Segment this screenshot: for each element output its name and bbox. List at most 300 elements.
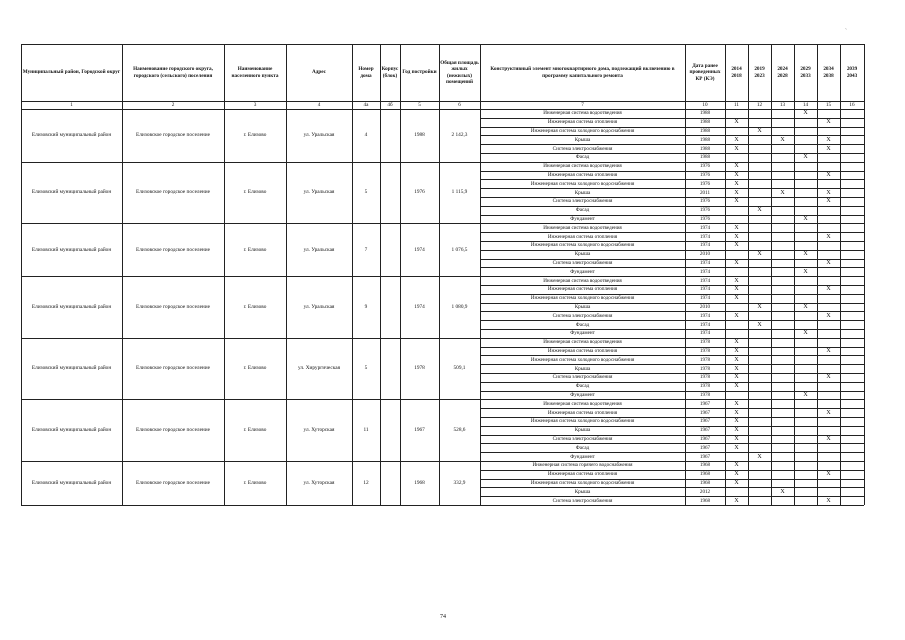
period-mark: X xyxy=(803,330,808,337)
header-previous-repair: Дата ранее проведенных КР (КЭ) xyxy=(689,63,721,82)
previous-repair-cell: 1988 xyxy=(699,110,711,117)
previous-repair-cell: 2010 xyxy=(699,251,711,258)
period-mark: X xyxy=(826,145,831,152)
period-mark: X xyxy=(734,312,739,319)
element-cell: Инженерная система отопления xyxy=(547,471,618,478)
period-mark: X xyxy=(780,189,785,196)
header-settlement: Наименование городского округа, городского (сельского) поселения xyxy=(133,66,213,79)
previous-repair-cell: 1967 xyxy=(699,435,711,442)
previous-repair-cell: 1968 xyxy=(699,479,711,486)
element-cell: Инженерная система горячего водоснабжения xyxy=(532,462,633,469)
grid-line xyxy=(480,135,864,136)
element-cell: Инженерная система водоотведения xyxy=(543,110,622,117)
column-number: 10 xyxy=(702,102,708,108)
grid-line xyxy=(480,303,864,304)
town-cell: г. Елизово xyxy=(243,479,267,486)
previous-repair-cell: 1967 xyxy=(699,418,711,425)
grid-line xyxy=(480,417,864,418)
element-cell: Инженерная система водоотведения xyxy=(543,400,622,407)
period-mark: X xyxy=(757,207,762,214)
grid-line xyxy=(480,153,864,154)
grid-line xyxy=(480,470,864,471)
period-mark: X xyxy=(734,198,739,205)
grid-line xyxy=(21,109,864,110)
previous-repair-cell: 1978 xyxy=(699,356,711,363)
element-cell: Система электроснабжения xyxy=(552,312,613,319)
town-cell: г. Елизово xyxy=(243,303,267,310)
period-mark: X xyxy=(734,418,739,425)
element-cell: Инженерная система холодного водоснабжения xyxy=(530,479,635,486)
element-cell: Фундамент xyxy=(570,330,595,337)
period-mark: X xyxy=(826,136,831,143)
year-built-cell: 1968 xyxy=(414,479,425,486)
previous-repair-cell: 1974 xyxy=(699,268,711,275)
element-cell: Фасад xyxy=(575,207,590,214)
element-cell: Система электроснабжения xyxy=(552,435,613,442)
header-house-number: Номер дома xyxy=(358,66,374,79)
grid-line xyxy=(480,443,864,444)
period-mark: X xyxy=(803,154,808,161)
period-mark: X xyxy=(734,383,739,390)
element-cell: Фасад xyxy=(575,444,590,451)
element-cell: Инженерная система холодного водоснабжения xyxy=(530,180,635,187)
street-cell: ул. Уральская xyxy=(303,132,335,139)
grid-line xyxy=(480,171,864,172)
previous-repair-cell: 2010 xyxy=(699,303,711,310)
street-cell: ул. Хуторская xyxy=(303,427,335,434)
element-cell: Фасад xyxy=(575,321,590,328)
period-mark: X xyxy=(734,119,739,126)
previous-repair-cell: 1978 xyxy=(699,339,711,346)
column-number: 7 xyxy=(581,102,584,108)
grid-line xyxy=(21,44,864,45)
previous-repair-cell: 1974 xyxy=(699,312,711,319)
header-period-3: 2024 2028 xyxy=(777,66,788,79)
previous-repair-cell: 1976 xyxy=(699,180,711,187)
period-mark: X xyxy=(803,303,808,310)
period-mark: X xyxy=(826,497,831,504)
previous-repair-cell: 1974 xyxy=(699,242,711,249)
period-mark: X xyxy=(826,435,831,442)
previous-repair-cell: 1967 xyxy=(699,409,711,416)
grid-line xyxy=(480,259,864,260)
previous-repair-cell: 1988 xyxy=(699,136,711,143)
period-mark: X xyxy=(803,215,808,222)
element-cell: Инженерная система отопления xyxy=(547,233,618,240)
element-cell: Система электроснабжения xyxy=(552,198,613,205)
grid-line xyxy=(685,44,686,505)
district-cell: Елизовский муниципальный район xyxy=(31,189,112,196)
area-cell: 1 115,9 xyxy=(451,189,468,196)
grid-line xyxy=(21,276,864,277)
corner-mark: ˎ xyxy=(845,24,847,30)
settlement-cell: Елизовское городское поселение xyxy=(136,365,210,372)
column-number: 16 xyxy=(849,102,855,108)
header-period-1: 2014 2018 xyxy=(731,66,742,79)
town-cell: г. Елизово xyxy=(243,365,267,372)
house-number-cell: 9 xyxy=(364,303,368,310)
header-area: Общая площадь жилых (нежилых) помещений xyxy=(440,60,479,85)
period-mark: X xyxy=(757,453,762,460)
period-mark: X xyxy=(734,444,739,451)
previous-repair-cell: 1976 xyxy=(699,207,711,214)
street-cell: ул. Хуторская xyxy=(303,479,335,486)
period-mark: X xyxy=(734,295,739,302)
grid-line xyxy=(480,479,864,480)
house-number-cell: 12 xyxy=(363,479,369,486)
grid-line xyxy=(480,452,864,453)
grid-line xyxy=(480,206,864,207)
period-mark: X xyxy=(803,268,808,275)
previous-repair-cell: 1967 xyxy=(699,400,711,407)
year-built-cell: 1974 xyxy=(414,303,425,310)
period-mark: X xyxy=(757,303,762,310)
street-cell: ул. Уральская xyxy=(303,303,335,310)
previous-repair-cell: 1974 xyxy=(699,295,711,302)
element-cell: Фундамент xyxy=(570,215,595,222)
street-cell: ул. Уральская xyxy=(303,189,335,196)
house-number-cell: 4 xyxy=(364,132,368,139)
grid-line xyxy=(480,311,864,312)
header-town: Наименование населенного пункта xyxy=(231,66,279,79)
period-mark: X xyxy=(734,180,739,187)
period-mark: X xyxy=(734,224,739,231)
period-mark: X xyxy=(734,233,739,240)
element-cell: Инженерная система водоотведения xyxy=(543,339,622,346)
settlement-cell: Елизовское городское поселение xyxy=(136,246,210,253)
previous-repair-cell: 1974 xyxy=(699,330,711,337)
period-mark: X xyxy=(734,163,739,170)
grid-line xyxy=(439,44,440,505)
previous-repair-cell: 1968 xyxy=(699,462,711,469)
settlement-cell: Елизовское городское поселение xyxy=(136,427,210,434)
period-mark: X xyxy=(826,259,831,266)
settlement-cell: Елизовское городское поселение xyxy=(136,189,210,196)
period-mark: X xyxy=(826,171,831,178)
grid-line xyxy=(480,197,864,198)
previous-repair-cell: 1988 xyxy=(699,119,711,126)
grid-line xyxy=(21,101,864,102)
column-number: 15 xyxy=(825,102,832,108)
district-cell: Елизовский муниципальный район xyxy=(31,303,112,310)
house-number-cell: 5 xyxy=(364,365,368,372)
previous-repair-cell: 1976 xyxy=(699,163,711,170)
grid-line xyxy=(794,44,795,505)
column-number: 1 xyxy=(70,102,73,108)
element-cell: Фундамент xyxy=(570,268,595,275)
grid-line xyxy=(480,215,864,216)
year-built-cell: 1967 xyxy=(414,427,425,434)
element-cell: Крыша xyxy=(574,365,591,372)
previous-repair-cell: 1968 xyxy=(699,471,711,478)
grid-line xyxy=(480,355,864,356)
header-year-built: Год постройки xyxy=(402,69,437,76)
element-cell: Крыша xyxy=(574,251,591,258)
column-number: 5 xyxy=(418,102,421,108)
previous-repair-cell: 1968 xyxy=(699,497,711,504)
settlement-cell: Елизовское городское поселение xyxy=(136,479,210,486)
header-element: Конструктивный элемент многоквартирного дома, подлежащий включению в программу капитального ремонта xyxy=(490,66,675,79)
header-period-2: 2019 2023 xyxy=(754,66,765,79)
district-cell: Елизовский муниципальный район xyxy=(31,427,112,434)
element-cell: Инженерная система отопления xyxy=(547,119,618,126)
register-table xyxy=(21,44,864,540)
grid-line xyxy=(380,44,381,505)
previous-repair-cell: 1988 xyxy=(699,127,711,134)
grid-line xyxy=(480,294,864,295)
grid-line xyxy=(480,44,481,505)
column-number: 6 xyxy=(458,102,461,108)
area-cell: 332,9 xyxy=(453,479,466,486)
grid-line xyxy=(480,188,864,189)
grid-line xyxy=(400,44,401,505)
period-mark: X xyxy=(826,233,831,240)
header-period-5: 2034 2038 xyxy=(823,66,834,79)
grid-line xyxy=(21,162,864,163)
period-mark: X xyxy=(734,286,739,293)
period-mark: X xyxy=(734,259,739,266)
grid-line xyxy=(725,44,726,505)
period-mark: X xyxy=(734,497,739,504)
element-cell: Система электроснабжения xyxy=(552,259,613,266)
previous-repair-cell: 1988 xyxy=(699,145,711,152)
period-mark: X xyxy=(803,110,808,117)
area-cell: 1 076,5 xyxy=(451,246,468,253)
column-number: 14 xyxy=(802,102,809,108)
year-built-cell: 1978 xyxy=(414,365,425,372)
grid-line xyxy=(748,44,749,505)
grid-line xyxy=(480,364,864,365)
previous-repair-cell: 1978 xyxy=(699,347,711,354)
period-mark: X xyxy=(734,136,739,143)
element-cell: Крыша xyxy=(574,427,591,434)
period-mark: X xyxy=(826,119,831,126)
grid-line xyxy=(480,118,864,119)
element-cell: Фасад xyxy=(575,383,590,390)
previous-repair-cell: 1974 xyxy=(699,233,711,240)
previous-repair-cell: 1974 xyxy=(699,259,711,266)
period-mark: X xyxy=(734,171,739,178)
period-mark: X xyxy=(780,136,785,143)
element-cell: Инженерная система холодного водоснабжения xyxy=(530,418,635,425)
element-cell: Фундамент xyxy=(570,391,595,398)
period-mark: X xyxy=(734,145,739,152)
grid-line xyxy=(480,179,864,180)
grid-line xyxy=(480,232,864,233)
previous-repair-cell: 1978 xyxy=(699,391,711,398)
element-cell: Инженерная система водоотведения xyxy=(543,277,622,284)
element-cell: Инженерная система отопления xyxy=(547,286,618,293)
period-mark: X xyxy=(826,286,831,293)
element-cell: Инженерная система водоотведения xyxy=(543,163,622,170)
town-cell: г. Елизово xyxy=(243,189,267,196)
district-cell: Елизовский муниципальный район xyxy=(31,365,112,372)
table-header xyxy=(21,44,864,109)
district-cell: Елизовский муниципальный район xyxy=(31,246,112,253)
element-cell: Крыша xyxy=(574,488,591,495)
period-mark: X xyxy=(734,462,739,469)
period-mark: X xyxy=(734,471,739,478)
period-mark: X xyxy=(826,198,831,205)
column-number: 3 xyxy=(253,102,257,108)
grid-line xyxy=(480,382,864,383)
grid-line xyxy=(21,338,864,339)
period-mark: X xyxy=(734,400,739,407)
element-cell: Инженерная система холодного водоснабжения xyxy=(530,356,635,363)
previous-repair-cell: 2011 xyxy=(700,189,710,196)
grid-line xyxy=(480,127,864,128)
element-cell: Крыша xyxy=(574,136,591,143)
area-cell: 1 080,9 xyxy=(451,303,468,310)
previous-repair-cell: 1988 xyxy=(699,154,711,161)
header-block: Корпус (блок) xyxy=(381,66,399,79)
year-built-cell: 1974 xyxy=(414,246,425,253)
period-mark: X xyxy=(826,471,831,478)
period-mark: X xyxy=(734,242,739,249)
area-cell: 2 142,3 xyxy=(451,132,468,139)
period-mark: X xyxy=(826,347,831,354)
period-mark: X xyxy=(826,312,831,319)
period-mark: X xyxy=(803,251,808,258)
area-cell: 528,6 xyxy=(453,427,466,434)
grid-line xyxy=(480,250,864,251)
grid-line xyxy=(480,144,864,145)
element-cell: Фундамент xyxy=(570,453,595,460)
grid-line xyxy=(480,267,864,268)
period-mark: X xyxy=(734,189,739,196)
period-mark: X xyxy=(757,251,762,258)
period-mark: X xyxy=(826,374,831,381)
previous-repair-cell: 1967 xyxy=(699,444,711,451)
grid-line xyxy=(480,320,864,321)
district-cell: Елизовский муниципальный район xyxy=(31,479,112,486)
previous-repair-cell: 1976 xyxy=(699,171,711,178)
element-cell: Инженерная система отопления xyxy=(547,409,618,416)
settlement-cell: Елизовское городское поселение xyxy=(136,303,210,310)
grid-line xyxy=(21,461,864,462)
previous-repair-cell: 1967 xyxy=(699,427,711,434)
previous-repair-cell: 1978 xyxy=(699,383,711,390)
grid-line xyxy=(864,44,865,505)
header-period-4: 2029 2033 xyxy=(800,66,811,79)
element-cell: Фасад xyxy=(575,154,590,161)
grid-line xyxy=(771,44,772,505)
grid-line xyxy=(480,391,864,392)
period-mark: X xyxy=(734,339,739,346)
period-mark: X xyxy=(734,479,739,486)
year-built-cell: 1988 xyxy=(414,132,425,139)
grid-line xyxy=(480,347,864,348)
period-mark: X xyxy=(757,321,762,328)
grid-line xyxy=(352,44,353,505)
grid-line xyxy=(122,44,123,505)
column-number: 4б xyxy=(387,102,393,108)
header-district: Муниципальный район, Городской округ xyxy=(22,69,121,76)
grid-line xyxy=(480,426,864,427)
district-cell: Елизовский муниципальный район xyxy=(31,132,112,139)
grid-line xyxy=(224,44,225,505)
element-cell: Инженерная система холодного водоснабжения xyxy=(530,127,635,134)
previous-repair-cell: 1978 xyxy=(699,365,711,372)
house-number-cell: 11 xyxy=(363,427,369,434)
period-mark: X xyxy=(734,435,739,442)
previous-repair-cell: 1978 xyxy=(699,374,711,381)
street-cell: ул. Хирургическая xyxy=(297,365,341,372)
settlement-cell: Елизовское городское поселение xyxy=(136,132,210,139)
house-number-cell: 5 xyxy=(364,189,368,196)
previous-repair-cell: 1974 xyxy=(699,286,711,293)
column-number: 4 xyxy=(317,102,321,108)
column-number: 13 xyxy=(779,102,786,108)
element-cell: Инженерная система холодного водоснабжения xyxy=(530,242,635,249)
column-number: 4а xyxy=(363,102,369,108)
period-mark: X xyxy=(734,365,739,372)
grid-line xyxy=(480,373,864,374)
element-cell: Инженерная система отопления xyxy=(547,171,618,178)
previous-repair-cell: 1974 xyxy=(699,277,711,284)
element-cell: Инженерная система отопления xyxy=(547,347,618,354)
previous-repair-cell: 1976 xyxy=(699,215,711,222)
grid-line xyxy=(480,408,864,409)
period-mark: X xyxy=(803,391,808,398)
header-address: Адрес xyxy=(312,69,326,76)
column-number: 12 xyxy=(756,102,763,108)
town-cell: г. Елизово xyxy=(243,246,267,253)
header-period-6: 2039 2043 xyxy=(846,66,858,79)
column-number: 2 xyxy=(171,102,175,108)
period-mark: X xyxy=(734,347,739,354)
previous-repair-cell: 1974 xyxy=(699,224,711,231)
element-cell: Крыша xyxy=(574,189,591,196)
period-mark: X xyxy=(734,427,739,434)
period-mark: X xyxy=(734,277,739,284)
period-mark: X xyxy=(757,127,762,134)
element-cell: Инженерная система водоотведения xyxy=(543,224,622,231)
period-mark: X xyxy=(734,356,739,363)
street-cell: ул. Уральская xyxy=(303,246,335,253)
previous-repair-cell: 2012 xyxy=(699,488,711,495)
period-mark: X xyxy=(734,409,739,416)
grid-line xyxy=(480,487,864,488)
element-cell: Система электроснабжения xyxy=(552,374,613,381)
grid-line xyxy=(21,223,864,224)
element-cell: Система электроснабжения xyxy=(552,145,613,152)
column-number: 11 xyxy=(734,102,739,108)
previous-repair-cell: 1976 xyxy=(699,198,711,205)
grid-line xyxy=(480,435,864,436)
grid-line xyxy=(480,496,864,497)
period-mark: X xyxy=(826,409,831,416)
element-cell: Крыша xyxy=(574,303,591,310)
grid-line xyxy=(480,241,864,242)
grid-line xyxy=(817,44,818,505)
previous-repair-cell: 1967 xyxy=(699,453,711,460)
year-built-cell: 1976 xyxy=(414,189,425,196)
period-mark: X xyxy=(780,488,785,495)
grid-line xyxy=(21,44,22,505)
grid-line xyxy=(286,44,287,505)
previous-repair-cell: 1974 xyxy=(699,321,711,328)
area-cell: 509,1 xyxy=(453,365,466,372)
grid-line xyxy=(480,285,864,286)
grid-line xyxy=(840,44,841,505)
page-number: 74 xyxy=(440,614,446,620)
element-cell: Система электроснабжения xyxy=(552,497,613,504)
town-cell: г. Елизово xyxy=(243,427,267,434)
house-number-cell: 7 xyxy=(364,246,368,253)
grid-line xyxy=(21,505,864,506)
period-mark: X xyxy=(826,189,831,196)
